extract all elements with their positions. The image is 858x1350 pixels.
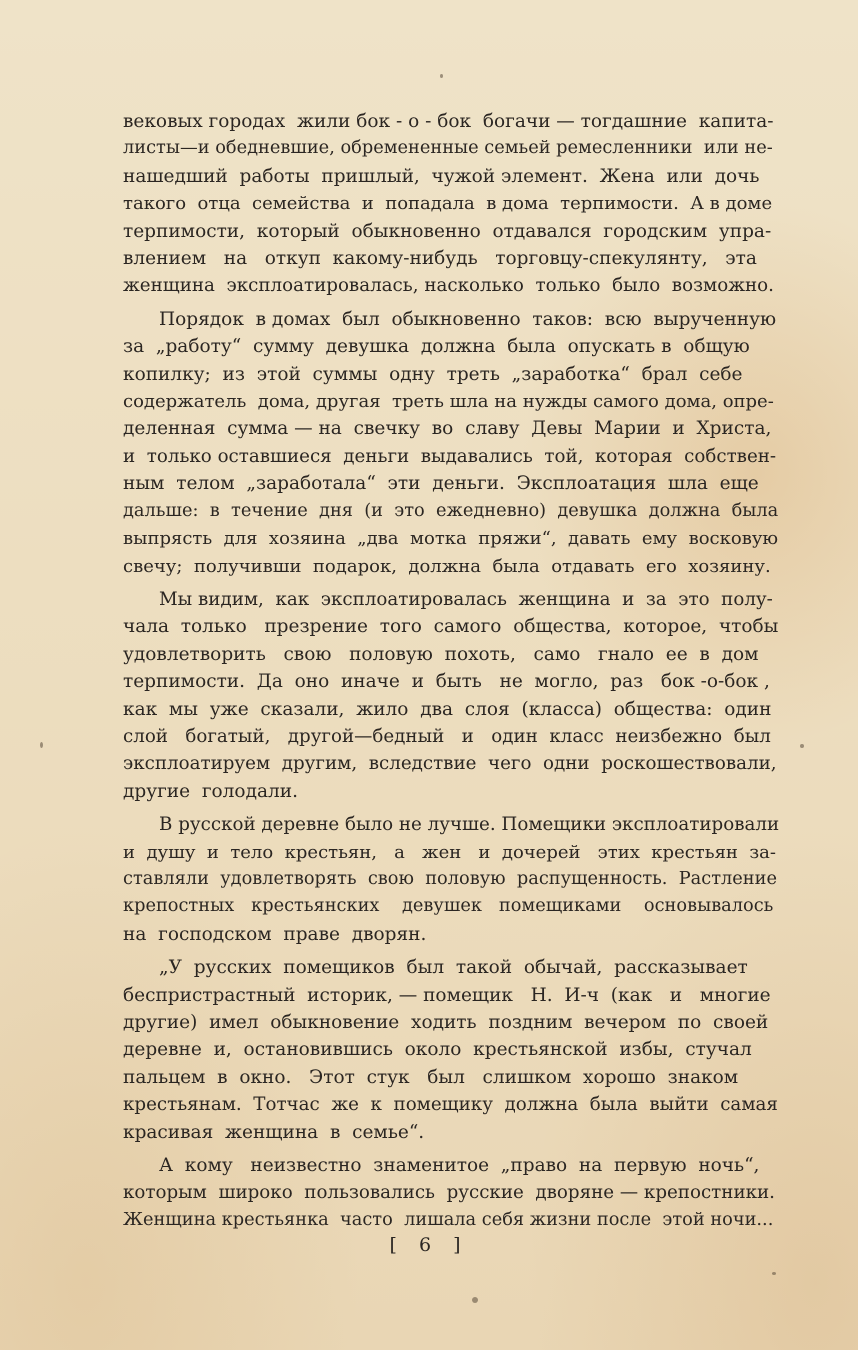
text-line: такого отца семейства и попадала в дома терпимости. А в доме	[123, 193, 773, 215]
text-line: Мы видим, как эксплоатировалась женщина и за это полу-	[159, 588, 773, 610]
paragraph-4	[123, 811, 779, 948]
paragraph-1	[123, 108, 779, 300]
text-line: пальцем в окно. Этот стук был слишком хорошо знаком	[123, 1066, 739, 1088]
page-number: [ 6 ]	[389, 1234, 469, 1256]
text-line: за „работу“ сумму девушка должна была опускать в общую	[123, 336, 750, 358]
text-line: дальше: в течение дня (и это ежедневно) девушка должна была	[123, 500, 779, 521]
text-line: ным телом „заработала“ эти деньги. Эксплоатация шла еще	[123, 473, 759, 495]
text-line: „У русских помещиков был такой обычай, рассказывает	[159, 957, 748, 979]
text-line: влением на откуп какому-нибудь торговцу-спекулянту, эта	[123, 248, 757, 270]
text-line: и только оставшиеся деньги выдавались той, которая собствен-	[123, 445, 777, 467]
paragraph-6	[123, 1152, 779, 1234]
text-line: красивая женщина в семье“.	[123, 1121, 425, 1143]
text-line: удовлетворить свою половую похоть, само гнало ее в дом	[123, 643, 759, 665]
text-line: нашедший работы пришлый, чужой элемент. Жена или дочь	[123, 165, 760, 187]
text-line: содержатель дома, другая треть шла на нужды самого дома, опре-	[123, 391, 774, 413]
text-line: беспристрастный историк, — помещик Н. И-ч (как и многие	[123, 984, 771, 1006]
paragraph-3	[123, 586, 779, 805]
paper-speck	[472, 1297, 478, 1303]
text-line: эксплоатируем другим, вследствие чего одни роскошествовали,	[123, 753, 777, 775]
text-line: В русской деревне было не лучше. Помещики эксплоатировали	[159, 814, 780, 836]
text-line: выпрясть для хозяина „два мотка пряжи“, давать ему восковую	[123, 528, 779, 550]
paper-speck	[772, 1272, 776, 1275]
paper-speck	[800, 744, 804, 748]
text-line: на господском праве дворян.	[123, 923, 427, 945]
text-line: и душу и тело крестьян, а жен и дочерей этих крестьян за-	[123, 841, 776, 863]
text-line: слой богатый, другой—бедный и один класс неизбежно был	[123, 725, 771, 747]
paper-speck	[40, 742, 43, 748]
paper-speck	[440, 74, 443, 78]
text-line: свечу; получивши подарок, должна была отдавать его хозяину.	[123, 555, 771, 577]
text-line: деленная сумма — на свечку во славу Девы Марии и Христа,	[123, 418, 772, 440]
text-line: ставляли удовлетворять свою половую распущенность. Растление	[123, 868, 777, 889]
page-body	[123, 108, 779, 1234]
text-line: деревне и, остановившись около крестьянской избы, стучал	[123, 1039, 752, 1061]
text-line: копилку; из этой суммы одну треть „заработка“ брал себе	[123, 363, 743, 385]
text-line: крепостных крестьянских девушек помещиками основывалось	[123, 896, 774, 917]
text-line: вековых городах жили бок - о - бок богачи — тогдашние капита-	[123, 111, 774, 132]
text-line: Порядок в домах был обыкновенно таков: всю вырученную	[159, 308, 777, 330]
text-line: терпимости. Да оно иначе и быть не могло, раз бок -о-бок ,	[123, 671, 770, 693]
text-line: другие голодали.	[123, 780, 298, 802]
text-line: чала только презрение того самого общества, которое, чтобы	[123, 616, 779, 638]
paragraph-2	[123, 306, 779, 580]
text-line: Женщина крестьянка часто лишала себя жизни после этой ночи...	[123, 1209, 774, 1230]
text-line: терпимости, который обыкновенно отдавался городским упра-	[123, 220, 772, 242]
text-line: листы—и обедневшие, обремененные семьей ремесленники или не-	[123, 138, 773, 159]
text-line: крестьянам. Тотчас же к помещику должна была выйти самая	[123, 1094, 778, 1116]
text-line: другие) имел обыкновение ходить поздним вечером по своей	[123, 1012, 769, 1033]
text-line: А кому неизвестно знаменитое „право на первую ночь“,	[159, 1155, 760, 1177]
paragraph-5	[123, 954, 779, 1146]
text-line: женщина эксплоатировалась, насколько только было возможно.	[123, 275, 774, 297]
text-line: которым широко пользовались русские дворяне — крепостники.	[123, 1182, 775, 1204]
text-line: как мы уже сказали, жило два слоя (класса) общества: один	[123, 698, 772, 720]
